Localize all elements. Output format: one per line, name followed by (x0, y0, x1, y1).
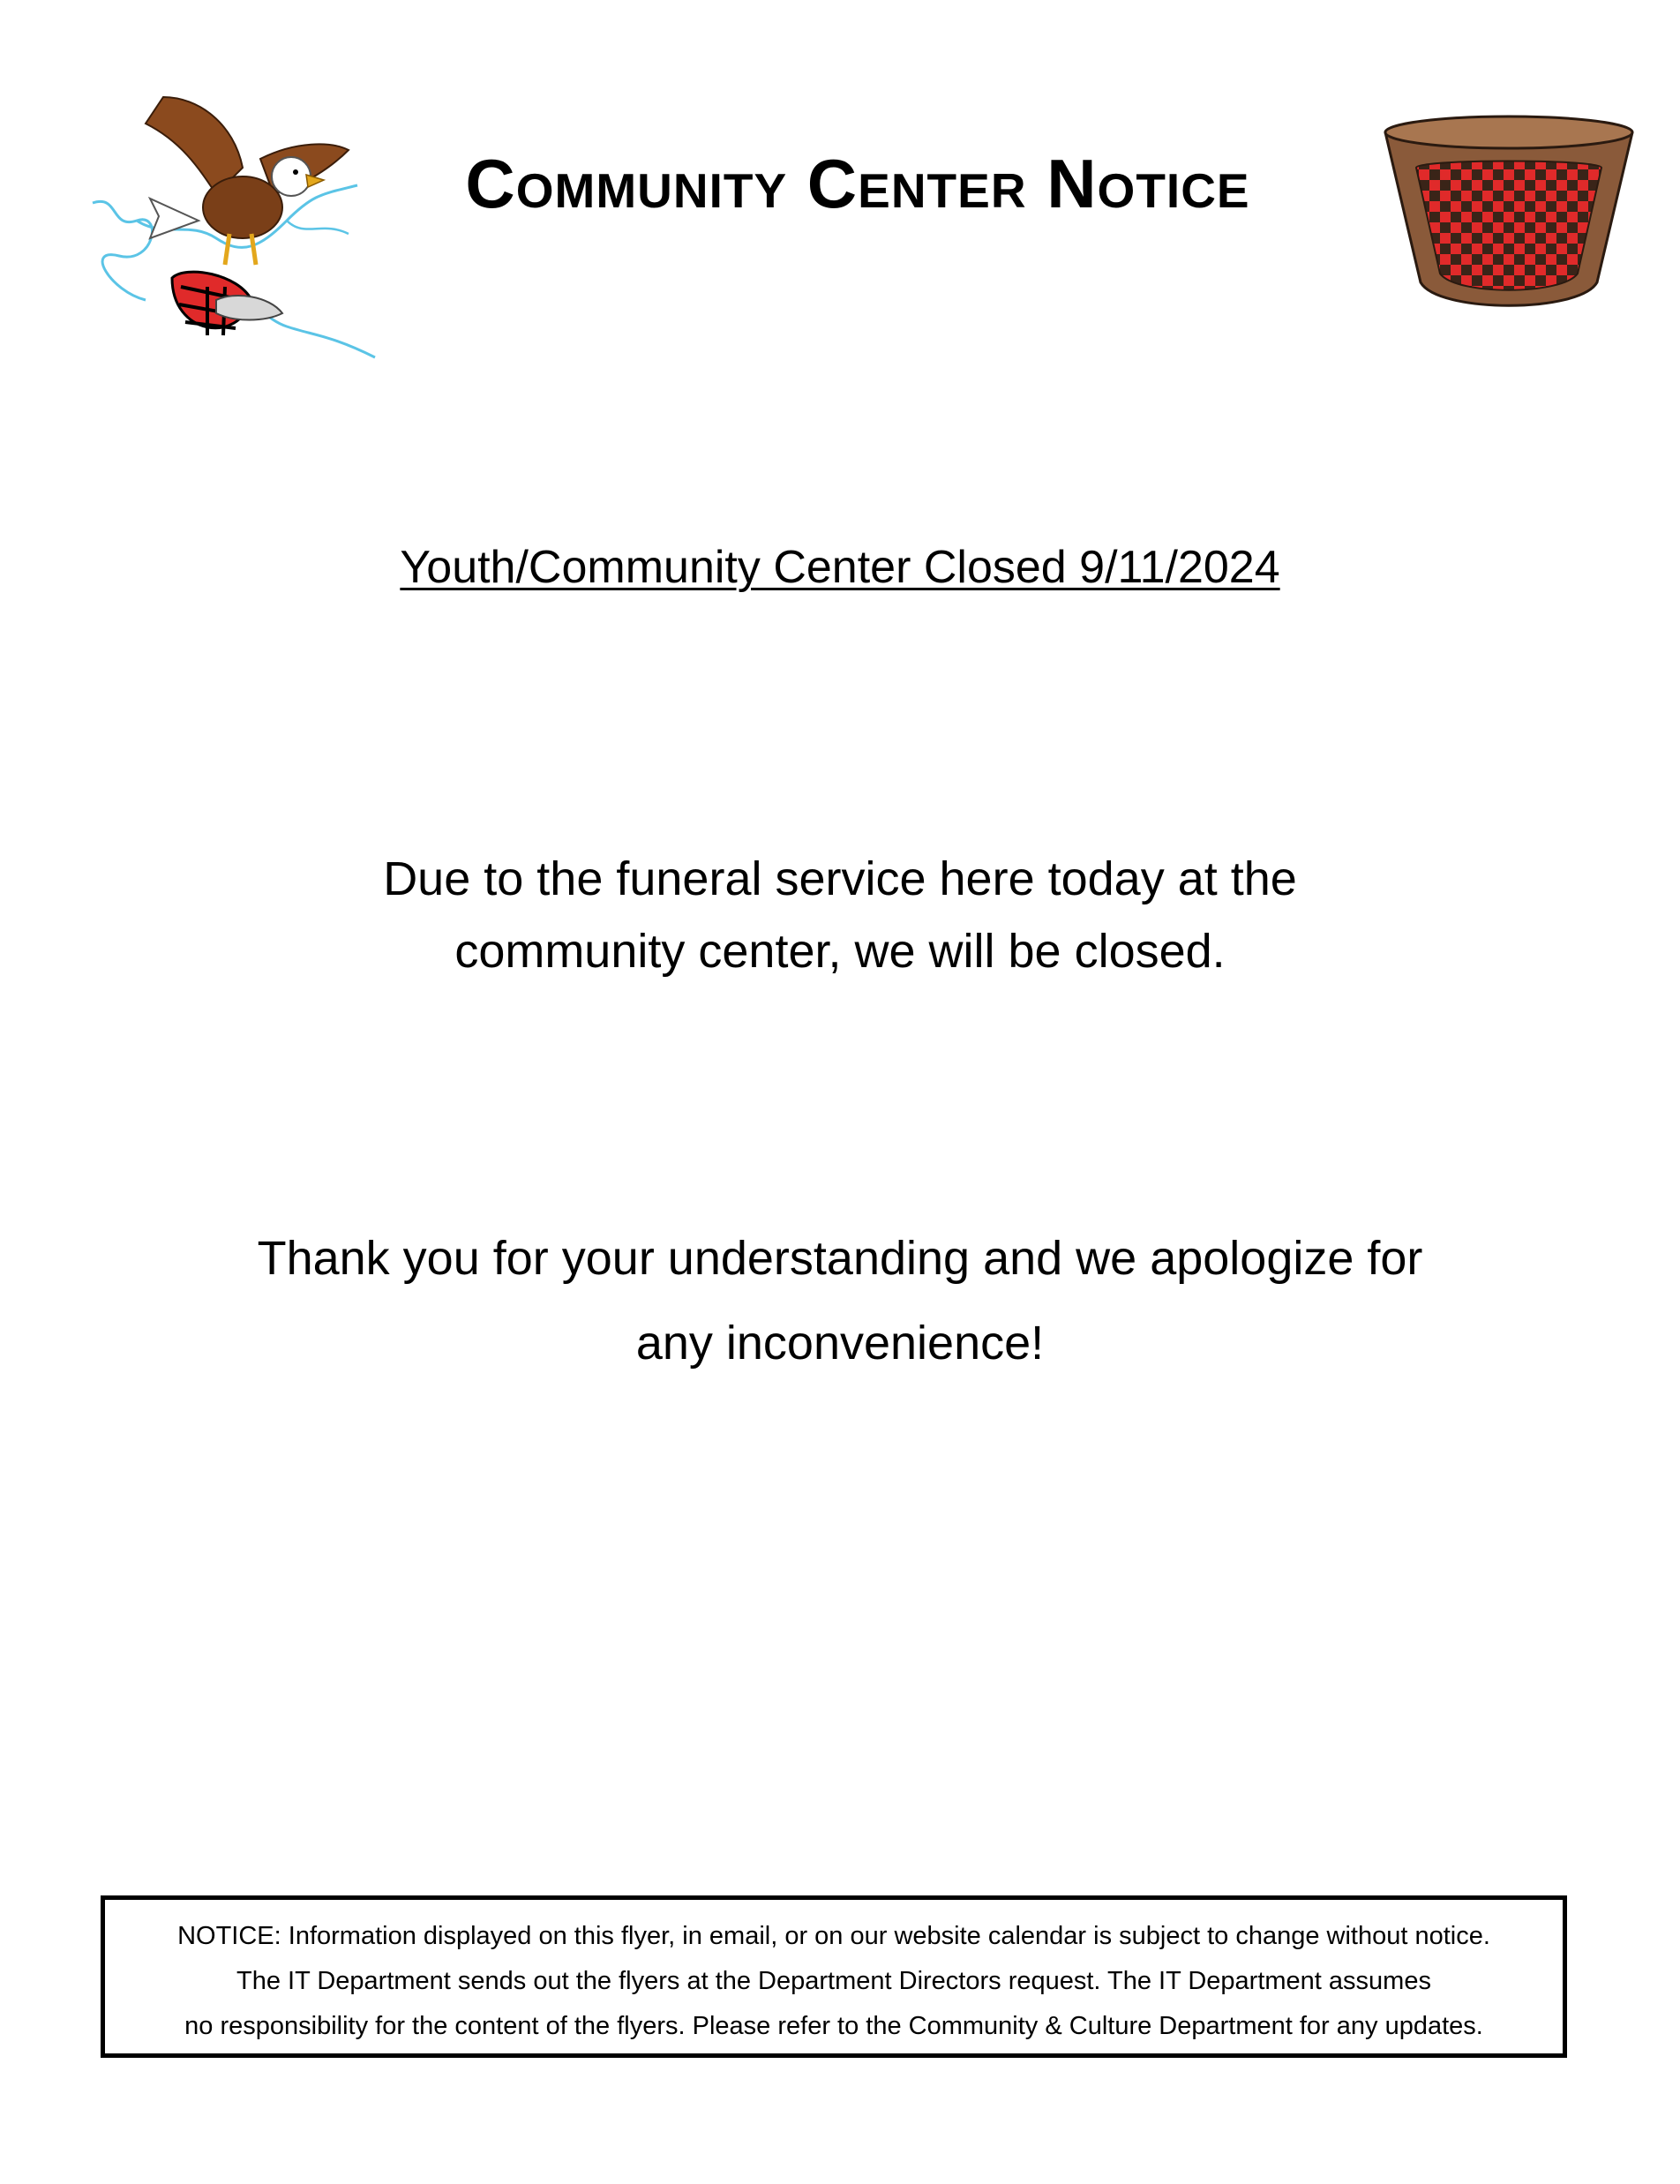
basket-logo-icon (1376, 106, 1641, 313)
thank-you-message (132, 1216, 1548, 1385)
closure-heading: Youth/Community Center Closed 9/11/2024 (400, 542, 1280, 593)
notice-line-3: no responsibility for the content of the flyers. Please refer to the Community & Culture Department for any updates. (184, 2012, 1483, 2040)
thanks-line-1: Thank you for your understanding and we apologize for (257, 1232, 1423, 1285)
disclaimer-notice-box (101, 1895, 1567, 2058)
eagle-logo-icon (84, 88, 379, 371)
notice-line-1: NOTICE: Information displayed on this flyer, in email, or on our website calendar is subject to change without notice. (177, 1922, 1490, 1950)
page-title: Community Center Notice (465, 145, 1250, 222)
thanks-line-2: any inconvenience! (635, 1317, 1045, 1370)
message-line-2: community center, we will be closed. (454, 925, 1226, 978)
closure-message (176, 843, 1504, 987)
message-line-1: Due to the funeral service here today at the (383, 852, 1297, 905)
notice-line-2: The IT Department sends out the flyers at the Department Directors request. The IT Department assumes (236, 1967, 1431, 1995)
